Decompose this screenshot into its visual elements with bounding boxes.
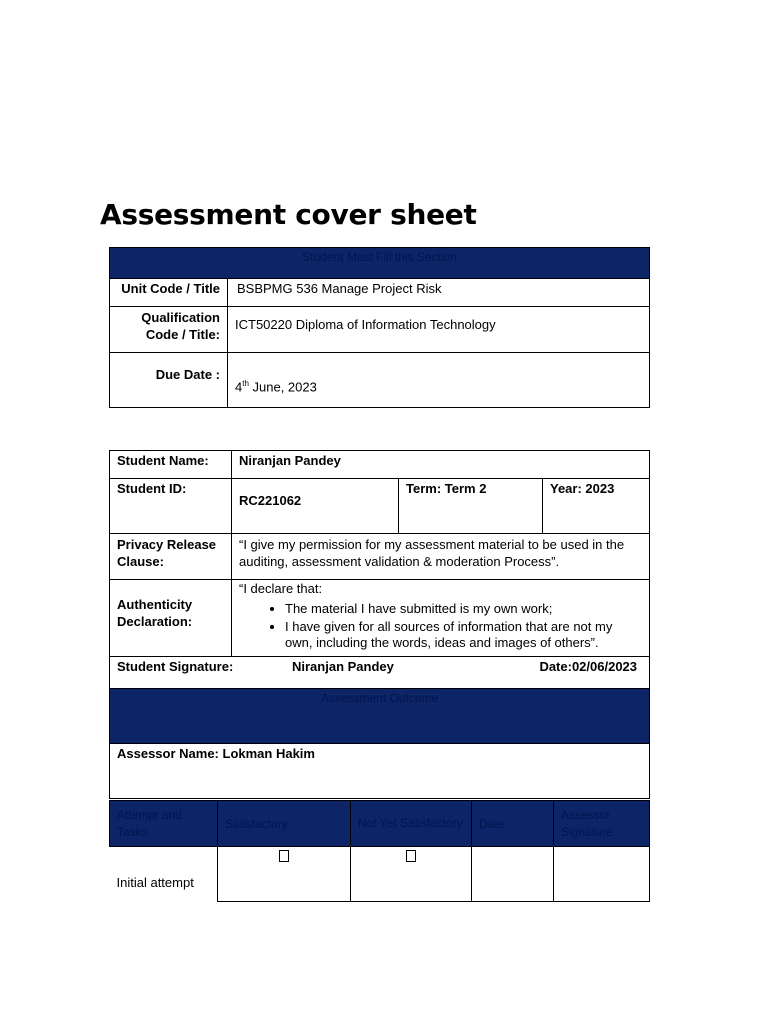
unit-code-value: BSBPMG 536 Manage Project Risk bbox=[228, 279, 650, 307]
privacy-text: “I give my permission for my assessment material to be used in the auditing, assessment validation & moderation Process”. bbox=[232, 534, 650, 580]
page-title: Assessment cover sheet bbox=[100, 198, 477, 231]
authenticity-label: Authenticity Declaration: bbox=[110, 580, 232, 657]
initial-attempt-label: Initial attempt bbox=[110, 847, 218, 902]
assessment-outcome-header: Assessment Outcome bbox=[110, 689, 650, 744]
attempt-table bbox=[109, 800, 650, 902]
col-assessor-signature: Assessor Signature bbox=[554, 801, 650, 847]
due-date-value: 4th June, 2023 bbox=[228, 353, 650, 408]
declare-item: • I have given for all sources of information that are not my own, including the words, ideas and images of others”. bbox=[285, 619, 642, 651]
declare-list bbox=[239, 601, 642, 651]
satisfactory-cell[interactable] bbox=[218, 847, 351, 902]
signature-date: Date:02/06/2023 bbox=[539, 659, 638, 674]
privacy-label: Privacy Release Clause: bbox=[110, 534, 232, 580]
term-label: Term: Term 2 bbox=[399, 479, 543, 534]
col-date: Date bbox=[472, 801, 554, 847]
col-attempt: Attempt and Tasks bbox=[110, 801, 218, 847]
student-id-label: Student ID: bbox=[110, 479, 232, 534]
signature-row bbox=[110, 657, 650, 689]
assessor-signature-cell[interactable] bbox=[554, 847, 650, 902]
student-details-table bbox=[109, 450, 650, 799]
signature-value: Niranjan Pandey bbox=[292, 659, 394, 674]
unit-info-table bbox=[109, 247, 650, 408]
unit-code-label: Unit Code / Title bbox=[110, 279, 228, 307]
signature-label: Student Signature: bbox=[117, 659, 234, 674]
qualification-label: Qualification Code / Title: bbox=[110, 307, 228, 353]
date-cell[interactable] bbox=[472, 847, 554, 902]
not-yet-satisfactory-checkbox[interactable] bbox=[406, 850, 416, 862]
assessor-name: Assessor Name: Lokman Hakim bbox=[110, 744, 650, 799]
student-name-value: Niranjan Pandey bbox=[232, 451, 650, 479]
satisfactory-checkbox[interactable] bbox=[279, 850, 289, 862]
authenticity-declaration bbox=[232, 580, 650, 657]
student-section-header: Student Must Fill this Section bbox=[110, 248, 650, 279]
col-satisfactory: Satisfactory bbox=[218, 801, 351, 847]
declare-intro: “I declare that: bbox=[239, 581, 323, 596]
due-date-label: Due Date : bbox=[110, 353, 228, 408]
not-yet-satisfactory-cell[interactable] bbox=[351, 847, 472, 902]
declare-item: • The material I have submitted is my own work; bbox=[285, 601, 642, 617]
qualification-value: ICT50220 Diploma of Information Technology bbox=[228, 307, 650, 353]
student-id-value: RC221062 bbox=[232, 479, 399, 534]
year-label: Year: 2023 bbox=[543, 479, 650, 534]
col-not-yet-satisfactory: Not Yet Satisfactory bbox=[351, 801, 472, 847]
student-name-label: Student Name: bbox=[110, 451, 232, 479]
